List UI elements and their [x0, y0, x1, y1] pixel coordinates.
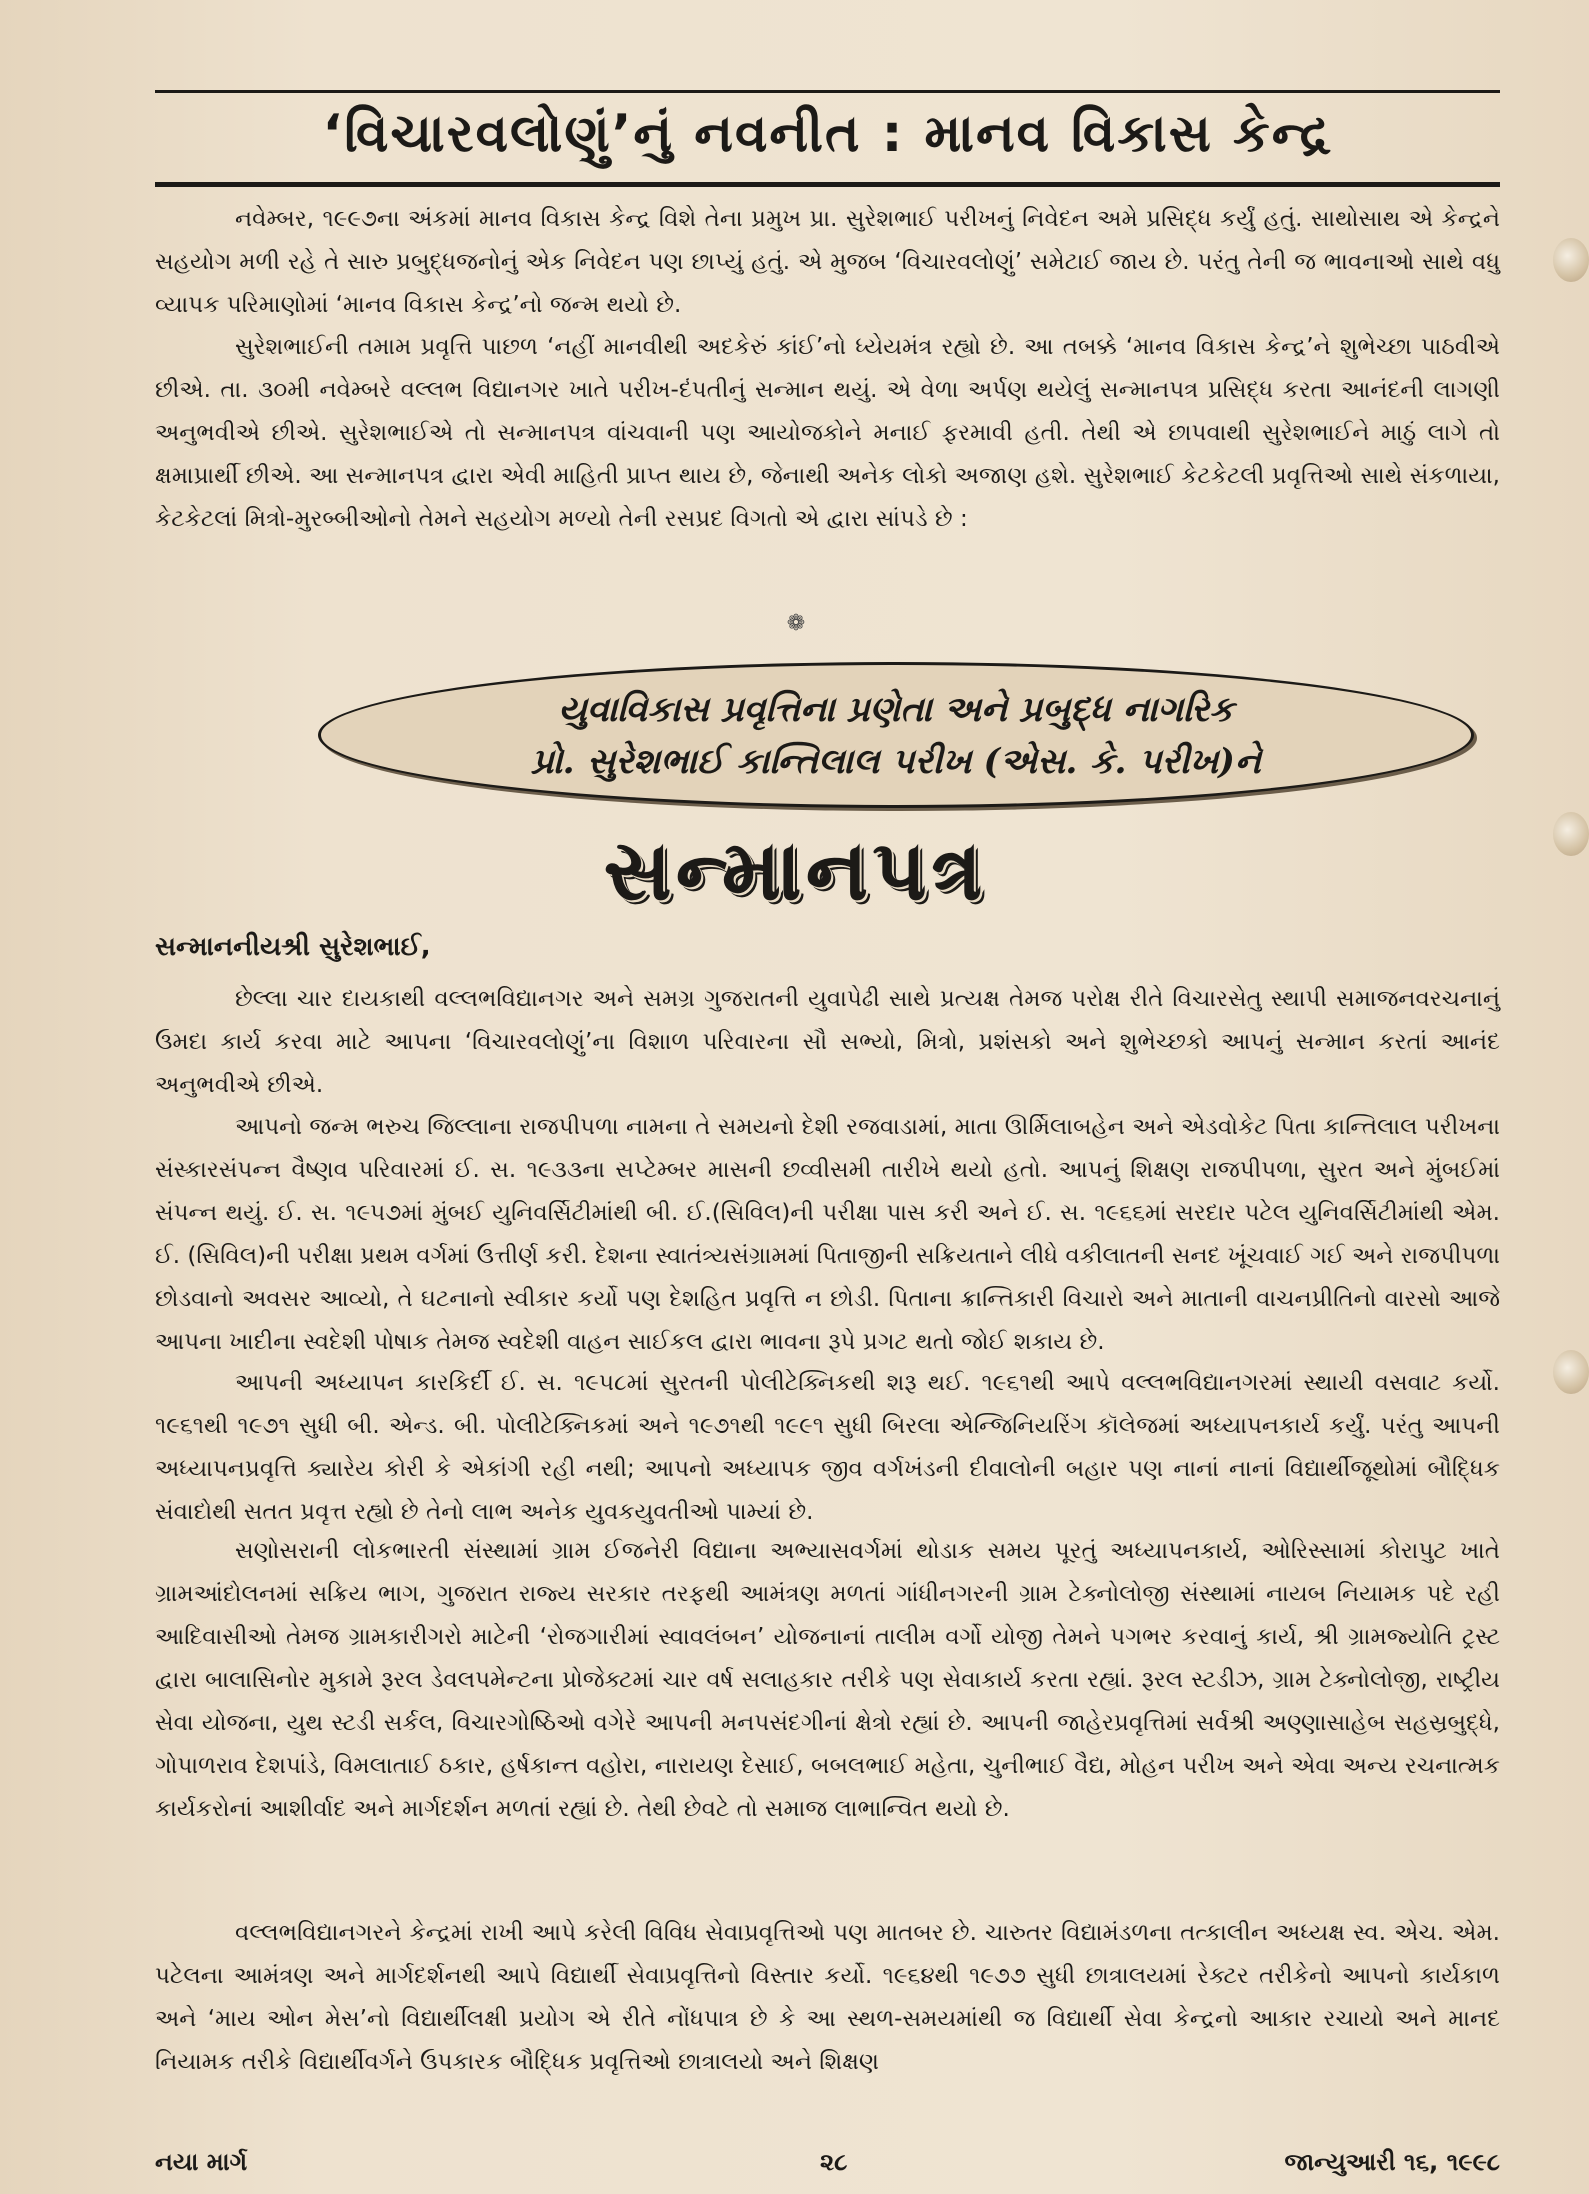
binding-hole: [1553, 238, 1589, 282]
intro-paragraph: સુરેશભાઈની તમામ પ્રવૃત્તિ પાછળ ‘નહીં માનવીથી અદકેરું કાંઈ’નો ધ્યેયમંત્ર રહ્યો છે. આ તબક્કે ‘માનવ વિકાસ કેન્દ્ર’ને શુભેચ્છા પાઠવીએ છીએ. તા. ૩૦મી નવેમ્બરે વલ્લભ વિદ્યાનગર ખાતે પરીખ-દંપતીનું સન્માન થયું. એ વેળા અર્પણ થયેલું સન્માનપત્ર પ્રસિદ્ધ કરતા આનંદની લાગણી અનુભવીએ છીએ. સુરેશભાઈએ તો સન્માનપત્ર વાંચવાની પણ આયોજકોને મનાઈ ફરમાવી હતી. તેથી એ છાપવાથી સુરેશભાઈને માઠું લાગે તો ક્ષમાપ્રાર્થી છીએ. આ સન્માનપત્ર દ્વારા એવી માહિતી પ્રાપ્ત થાય છે, જેનાથી અનેક લોકો અજાણ હશે. સુરેશભાઈ કેટકેટલી પ્રવૃત્તિઓ સાથે સંકળાયા, કેટકેટલાં મિત્રો-મુરબ્બીઓનો તેમને સહયોગ મળ્યો તેની રસપ્રદ વિગતો એ દ્વારા સાંપડે છે :: [155, 334, 1500, 532]
binding-hole: [1553, 1350, 1589, 1394]
body-paragraph: છેલ્લા ચાર દાયકાથી વલ્લભવિદ્યાનગર અને સમગ્ર ગુજરાતની યુવાપેઢી સાથે પ્રત્યક્ષ તેમજ પરોક્ષ રીતે વિચારસેતુ સ્થાપી સમાજનવરચનાનું ઉમદા કાર્ય કરવા માટે આપના ‘વિચારવલોણું’ના વિશાળ પરિવારના સૌ સભ્યો, મિત્રો, પ્રશંસકો અને શુભેચ્છકો આપનું સન્માન કરતાં આનંદ અનુભવીએ છીએ.: [155, 986, 1500, 1098]
salutation: સન્માનનીયશ્રી સુરેશભાઈ,: [155, 932, 431, 962]
body-paragraph: વલ્લભવિદ્યાનગરને કેન્દ્રમાં રાખી આપે કરેલી વિવિધ સેવાપ્રવૃત્તિઓ પણ માતબર છે. ચારુતર વિદ્યામંડળના તત્કાલીન અધ્યક્ષ સ્વ. એચ. એમ. પટેલના આમંત્રણ અને માર્ગદર્શનથી આપે વિદ્યાર્થી સેવાપ્રવૃત્તિનો વિસ્તાર કર્યો. ૧૯૬૪થી ૧૯૭૭ સુધી છાત્રાલયમાં રેક્ટર તરીકેનો આપનો કાર્યકાળ અને ‘માય ઓન મેસ’નો વિદ્યાર્થીલક્ષી પ્રયોગ એ રીતે નોંધપાત્ર છે કે આ સ્થળ-સમયમાંથી જ વિદ્યાર્થી સેવા કેન્દ્રનો આકાર રચાયો અને માનદ નિયામક તરીકે વિદ્યાર્થીવર્ગને ઉપકારક બૌદ્ધિક પ્રવૃત્તિઓ છાત્રાલયો અને શિક્ષણ: [155, 1920, 1500, 2075]
footer-page-number: ૨૮: [820, 2148, 848, 2176]
body-paragraph: આપનો જન્મ ભરુચ જિલ્લાના રાજપીપળા નામના તે સમયનો દેશી રજવાડામાં, માતા ઊર્મિલાબહેન અને એડવોકેટ પિતા કાન્તિલાલ પરીખના સંસ્કારસંપન્ન વૈષ્ણવ પરિવારમાં ઈ. સ. ૧૯૩૩ના સપ્ટેમ્બર માસની છવ્વીસમી તારીખે થયો હતો. આપનું શિક્ષણ રાજપીપળા, સુરત અને મુંબઈમાં સંપન્ન થયું. ઈ. સ. ૧૯૫૭માં મુંબઈ યુનિવર્સિટીમાંથી બી. ઈ.(સિવિલ)ની પરીક્ષા પાસ કરી અને ઈ. સ. ૧૯૬૬માં સરદાર પટેલ યુનિવર્સિટીમાંથી એમ. ઈ. (સિવિલ)ની પરીક્ષા પ્રથમ વર્ગમાં ઉત્તીર્ણ કરી. દેશના સ્વાતંત્ર્યસંગ્રામમાં પિતાજીની સક્રિયતાને લીધે વકીલાતની સનદ ખૂંચવાઈ ગઈ અને રાજપીપળા છોડવાનો અવસર આવ્યો, તે ઘટનાનો સ્વીકાર કર્યો પણ દેશહિત પ્રવૃત્તિ ન છોડી. પિતાના ક્રાન્તિકારી વિચારો અને માતાની વાચનપ્રીતિનો વારસો આજે આપના ખાદીના સ્વદેશી પોષાક તેમજ સ્વદેશી વાહન સાઈકલ દ્વારા ભાવના રૂપે પ્રગટ થતો જોઈ શકાય છે.: [155, 1114, 1500, 1355]
body-paragraph: સણોસરાની લોકભારતી સંસ્થામાં ગ્રામ ઈજનેરી વિદ્યાના અભ્યાસવર્ગમાં થોડાક સમય પૂરતું અધ્યાપનકાર્ય, ઓરિસ્સામાં કોરાપુટ ખાતે ગ્રામઆંદોલનમાં સક્રિય ભાગ, ગુજરાત રાજ્ય સરકાર તરફથી આમંત્રણ મળતાં ગાંધીનગરની ગ્રામ ટેક્નોલોજી સંસ્થામાં નાયબ નિયામક પદે રહી આદિવાસીઓ તેમજ ગ્રામકારીગરો માટેની ‘રોજગારીમાં સ્વાવલંબન’ યોજનાનાં તાલીમ વર્ગો યોજી તેમને પગભર કરવાનું કાર્ય, શ્રી ગ્રામજ્યોતિ ટ્રસ્ટ દ્વારા બાલાસિનોર મુકામે રૂરલ ડેવલપમેન્ટના પ્રોજેક્ટમાં ચાર વર્ષ સલાહકાર તરીકે પણ સેવાકાર્ય કરતા રહ્યાં. રૂરલ સ્ટડીઝ, ગ્રામ ટેક્નોલોજી, રાષ્ટ્રીય સેવા યોજના, યુથ સ્ટડી સર્કલ, વિચારગોષ્ઠિઓ વગેરે આપની મનપસંદગીનાં ક્ષેત્રો રહ્યાં છે. આપની જાહેરપ્રવૃત્તિમાં સર્વશ્રી અણ્ણાસાહેબ સહસ્રબુદ્ધે, ગોપાળરાવ દેશપાંડે, વિમલાતાઈ ઠકાર, હર્ષકાન્ત વહોરા, નારાયણ દેસાઈ, બબલભાઈ મહેતા, ચુનીભાઈ વૈદ્ય, મોહન પરીખ અને એવા અન્ય રચનાત્મક કાર્યકરોનાં આશીર્વાદ અને માર્ગદર્શન મળતાં રહ્યાં છે. તેથી છેવટે તો સમાજ લાભાન્વિત થયો છે.: [155, 1538, 1500, 1822]
banner-line-2: પ્રો. સુરેશભાઈ કાન્તિલાલ પરીખ (એસ. કે. પરીખ)ને: [531, 741, 1261, 782]
footer-publication: નયા માર્ગ: [155, 2148, 248, 2176]
page-footer: [155, 2148, 1500, 2182]
header-bottom-rule: [155, 182, 1500, 187]
page-title: ‘વિચારવલોણું’નું નવનીત : માનવ વિકાસ કેન્દ્ર: [322, 104, 1333, 164]
banner-line-1: યુવાવિકાસ પ્રવૃત્તિના પ્રણેતા અને પ્રબુદ્ધ નાગરિક: [558, 689, 1234, 730]
body-paragraph: આપની અધ્યાપન કારકિર્દી ઈ. સ. ૧૯૫૮માં સુરતની પોલીટેક્નિકથી શરૂ થઈ. ૧૯૬૧થી આપે વલ્લભવિદ્યાનગરમાં સ્થાયી વસવાટ કર્યો. ૧૯૬૧થી ૧૯૭૧ સુધી બી. એન્ડ. બી. પોલીટેક્નિકમાં અને ૧૯૭૧થી ૧૯૯૧ સુધી બિરલા એન્જિનિયરિંગ કૉલેજમાં અધ્યાપનકાર્ય કર્યું. પરંતુ આપની અધ્યાપનપ્રવૃત્તિ ક્યારેય કોરી કે એકાંગી રહી નથી; આપનો અધ્યાપક જીવ વર્ગખંડની દીવાલોની બહાર પણ નાનાં નાનાં વિદ્યાર્થીજૂથોમાં બૌદ્ધિક સંવાદોથી સતત પ્રવૃત્ત રહ્યો છે તેનો લાભ અનેક યુવકયુવતીઓ પામ્યાં છે.: [155, 1370, 1500, 1525]
ornament-icon: ❁: [786, 611, 806, 636]
footer-date: જાન્યુઆરી ૧૬, ૧૯૯૮: [1284, 2148, 1500, 2176]
intro-paragraph: નવેમ્બર, ૧૯૯૭ના અંકમાં માનવ વિકાસ કેન્દ્ર વિશે તેના પ્રમુખ પ્રા. સુરેશભાઈ પરીખનું નિવેદન અમે પ્રસિદ્ધ કર્યું હતું. સાથોસાથ એ કેન્દ્રને સહયોગ મળી રહે તે સારુ પ્રબુદ્ધજનોનું એક નિવેદન પણ છાપ્યું હતું. એ મુજબ ‘વિચારવલોણું’ સમેટાઈ જાય છે. પરંતુ તેની જ ભાવનાઓ સાથે વધુ વ્યાપક પરિમાણોમાં ‘માનવ વિકાસ કેન્દ્ર’નો જન્મ થયો છે.: [155, 206, 1500, 318]
header-top-rule: [155, 90, 1500, 93]
binding-hole: [1553, 812, 1589, 856]
dedication-banner: [318, 662, 1474, 808]
citation-title: સન્માનપત્ર: [603, 820, 987, 919]
